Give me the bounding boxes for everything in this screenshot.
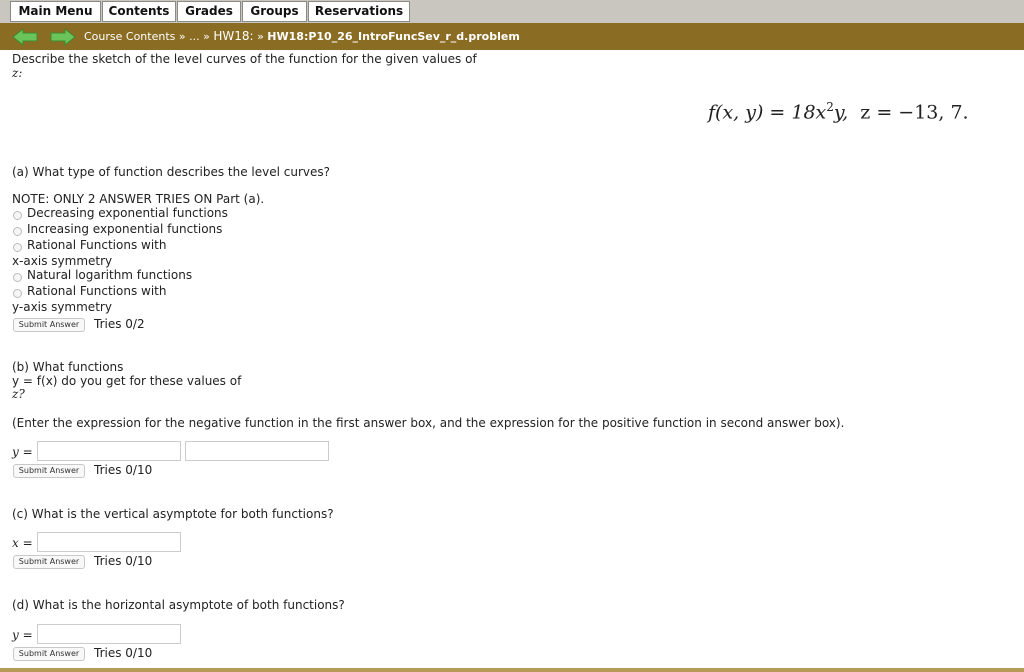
radio-option-4[interactable] (13, 273, 22, 282)
part-a-question: (a) What type of function describes the level curves? (12, 165, 330, 179)
radio-option-1[interactable] (13, 211, 22, 220)
breadcrumb (84, 29, 520, 43)
part-d-answer-input[interactable] (37, 624, 181, 644)
part-b-question-line3: z? (12, 387, 25, 401)
part-d-tries: Tries 0/10 (94, 646, 153, 660)
radio-option-2[interactable] (13, 227, 22, 236)
part-b-submit-button[interactable]: Submit Answer (13, 464, 85, 478)
tab-contents[interactable]: Contents (102, 1, 176, 22)
part-d-submit-button[interactable]: Submit Answer (13, 647, 85, 661)
tab-reservations[interactable]: Reservations (308, 1, 410, 22)
option-label-4: Natural logarithm functions (27, 268, 193, 282)
formula-exponent: 2 (826, 100, 834, 114)
part-b-question: (b) What functions (12, 360, 124, 374)
function-formula (708, 100, 969, 123)
breadcrumb-separator: » (203, 30, 210, 43)
formula-z-values: z = −13, 7. (860, 101, 969, 124)
back-arrow-icon[interactable] (12, 28, 38, 49)
part-a-tries: Tries 0/2 (94, 317, 145, 331)
part-c-tries: Tries 0/10 (94, 554, 153, 568)
breadcrumb-separator: » (178, 30, 186, 43)
part-c-question: (c) What is the vertical asymptote for both functions? (12, 507, 334, 521)
radio-option-3[interactable] (13, 243, 22, 252)
breadcrumb-problem: HW18:P10_26_IntroFuncSev_r_d.problem (267, 30, 520, 43)
part-b-question-line2: y = f(x) do you get for these values of (12, 374, 242, 388)
part-b-answer-input-2[interactable] (185, 441, 329, 461)
formula-y: y, (833, 101, 849, 124)
option-label-5: Rational Functions with (27, 284, 167, 298)
breadcrumb-hw18[interactable]: HW18: (213, 29, 254, 43)
problem-intro: Describe the sketch of the level curves of the function for the given values of (12, 52, 477, 66)
part-b-answer-label: y = (12, 445, 33, 459)
option-label-1: Decreasing exponential functions (27, 206, 228, 220)
breadcrumb-course-contents[interactable]: Course Contents (84, 30, 176, 43)
part-b-instructions: (Enter the expression for the negative function in the first answer box, and the expression for the positive function in second answer box). (12, 416, 845, 430)
forward-arrow-icon[interactable] (50, 28, 76, 49)
option-5-continuation: y-axis symmetry (12, 300, 112, 314)
bottom-divider (0, 668, 1024, 672)
part-d-answer-label: y = (12, 628, 33, 642)
top-nav-bar (0, 0, 1024, 23)
option-label-2: Increasing exponential functions (27, 222, 223, 236)
formula-lhs: f(x, y) = 18x (708, 101, 827, 124)
part-b-answer-input-1[interactable] (37, 441, 181, 461)
breadcrumb-ellipsis[interactable]: ... (189, 30, 200, 43)
tab-groups[interactable]: Groups (242, 1, 307, 22)
tab-main-menu[interactable]: Main Menu (10, 1, 101, 22)
tab-grades[interactable]: Grades (177, 1, 241, 22)
breadcrumb-separator: » (257, 30, 264, 43)
part-c-answer-input[interactable] (37, 532, 181, 552)
option-3-continuation: x-axis symmetry (12, 254, 113, 268)
radio-option-5[interactable] (13, 289, 22, 298)
part-c-answer-label: x = (12, 536, 33, 550)
breadcrumb-bar (0, 23, 1024, 50)
part-a-submit-button[interactable]: Submit Answer (13, 318, 85, 332)
option-label-3: Rational Functions with (27, 238, 167, 252)
part-a-note: NOTE: ONLY 2 ANSWER TRIES ON Part (a). (12, 192, 265, 206)
part-d-question: (d) What is the horizontal asymptote of both functions? (12, 598, 345, 612)
problem-intro-variable: z: (12, 66, 23, 80)
part-c-submit-button[interactable]: Submit Answer (13, 555, 85, 569)
part-b-tries: Tries 0/10 (94, 463, 153, 477)
